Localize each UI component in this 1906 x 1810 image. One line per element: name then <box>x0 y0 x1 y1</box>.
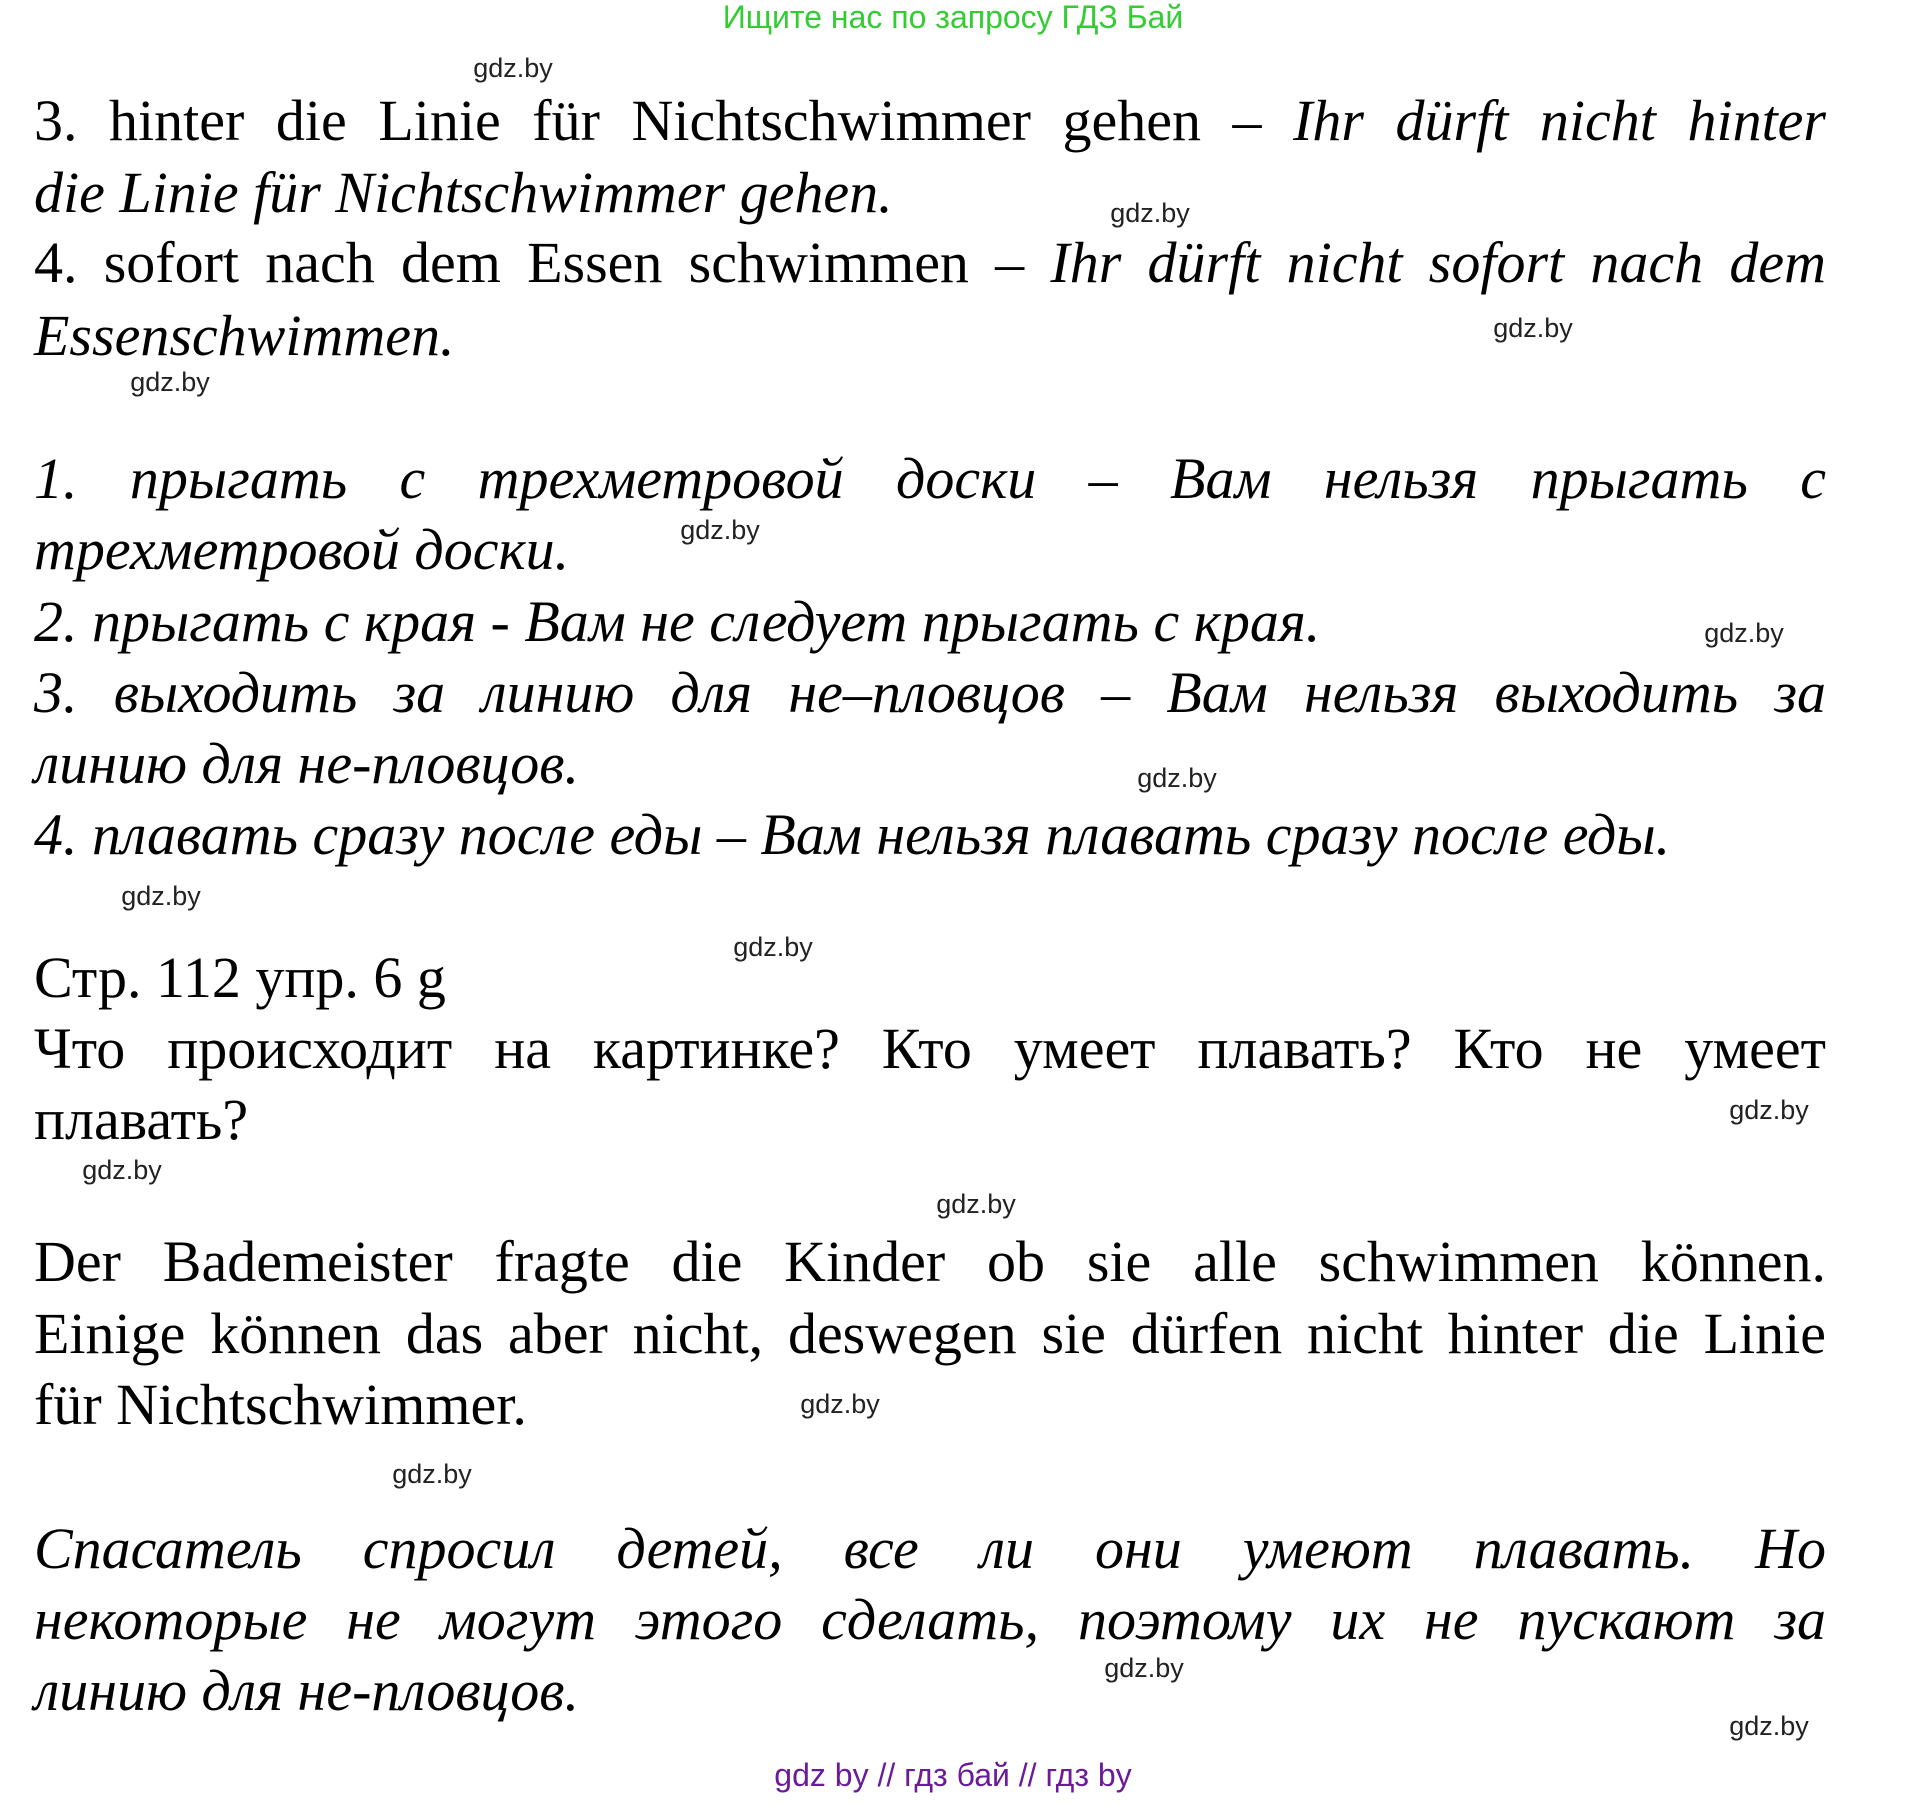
watermark: gdz.by <box>936 1189 1016 1219</box>
watermark: gdz.by <box>1704 618 1784 648</box>
russian-rule-line: 4. плавать сразу после еды – Вам нельзя плавать сразу после еды. <box>34 802 1671 867</box>
german-answer-line: Der Bademeister fragte die Kinder ob sie alle schwimmen können. <box>34 1229 1826 1294</box>
russian-answer-line: линию для не-пловцов. <box>34 1658 579 1723</box>
german-rule-line <box>34 85 1826 157</box>
russian-answer-line: некоторые не могут этого сделать, поэтому их не пускают за <box>34 1587 1826 1652</box>
watermark: gdz.by <box>1729 1095 1809 1125</box>
watermark: gdz.by <box>733 932 813 962</box>
russian-rule-line: трехметровой доски. <box>34 517 570 582</box>
russian-rule-line: 1. прыгать с трехметровой доски – Вам нельзя прыгать с <box>34 446 1826 511</box>
watermark: gdz.by <box>130 367 210 397</box>
watermark: gdz.by <box>82 1155 162 1185</box>
search-hint-header: Ищите нас по запросу ГДЗ Бай <box>722 0 1184 35</box>
watermark: gdz.by <box>473 53 553 83</box>
watermark: gdz.by <box>392 1459 472 1489</box>
watermark: gdz.by <box>1104 1653 1184 1683</box>
watermark: gdz.by <box>1137 763 1217 793</box>
german-answer-line: Einige können das aber nicht, deswegen sie dürfen nicht hinter die Linie <box>34 1301 1826 1366</box>
phrase: 3. hinter die Linie für Nichtschwimmer gehen – <box>34 88 1294 153</box>
watermark: gdz.by <box>1110 198 1190 228</box>
watermark: gdz.by <box>1729 1711 1809 1741</box>
watermark: gdz.by <box>680 515 760 545</box>
german-answer-line: für Nichtschwimmer. <box>34 1372 527 1437</box>
translation: Ihr dürft nicht sofort nach dem <box>1050 230 1827 295</box>
watermark: gdz.by <box>121 881 201 911</box>
watermark: gdz.by <box>1493 313 1573 343</box>
german-rule-line: die Linie für Nichtschwimmer gehen. <box>34 160 893 225</box>
exercise-title: Стр. 112 упр. 6 g <box>34 945 446 1010</box>
watermark: gdz.by <box>800 1389 880 1419</box>
translation: Ihr dürft nicht hinter <box>1293 88 1826 153</box>
german-rule-line <box>34 227 1826 299</box>
phrase: 4. sofort nach dem Essen schwimmen – <box>34 230 1051 295</box>
german-rule-line: Essenschwimmen. <box>34 303 455 368</box>
russian-rule-line: 2. прыгать с края - Вам не следует прыгать с края. <box>34 589 1321 654</box>
exercise-question: плавать? <box>34 1087 249 1152</box>
exercise-question: Что происходит на картинке? Кто умеет плавать? Кто не умеет <box>34 1016 1826 1081</box>
russian-rule-line: 3. выходить за линию для не–пловцов – Вам нельзя выходить за <box>34 660 1826 725</box>
russian-rule-line: линию для не-пловцов. <box>34 731 579 796</box>
footer-links: gdz by // гдз бай // гдз by <box>774 1757 1132 1793</box>
russian-answer-line: Спасатель спросил детей, все ли они умеют плавать. Но <box>34 1516 1826 1581</box>
